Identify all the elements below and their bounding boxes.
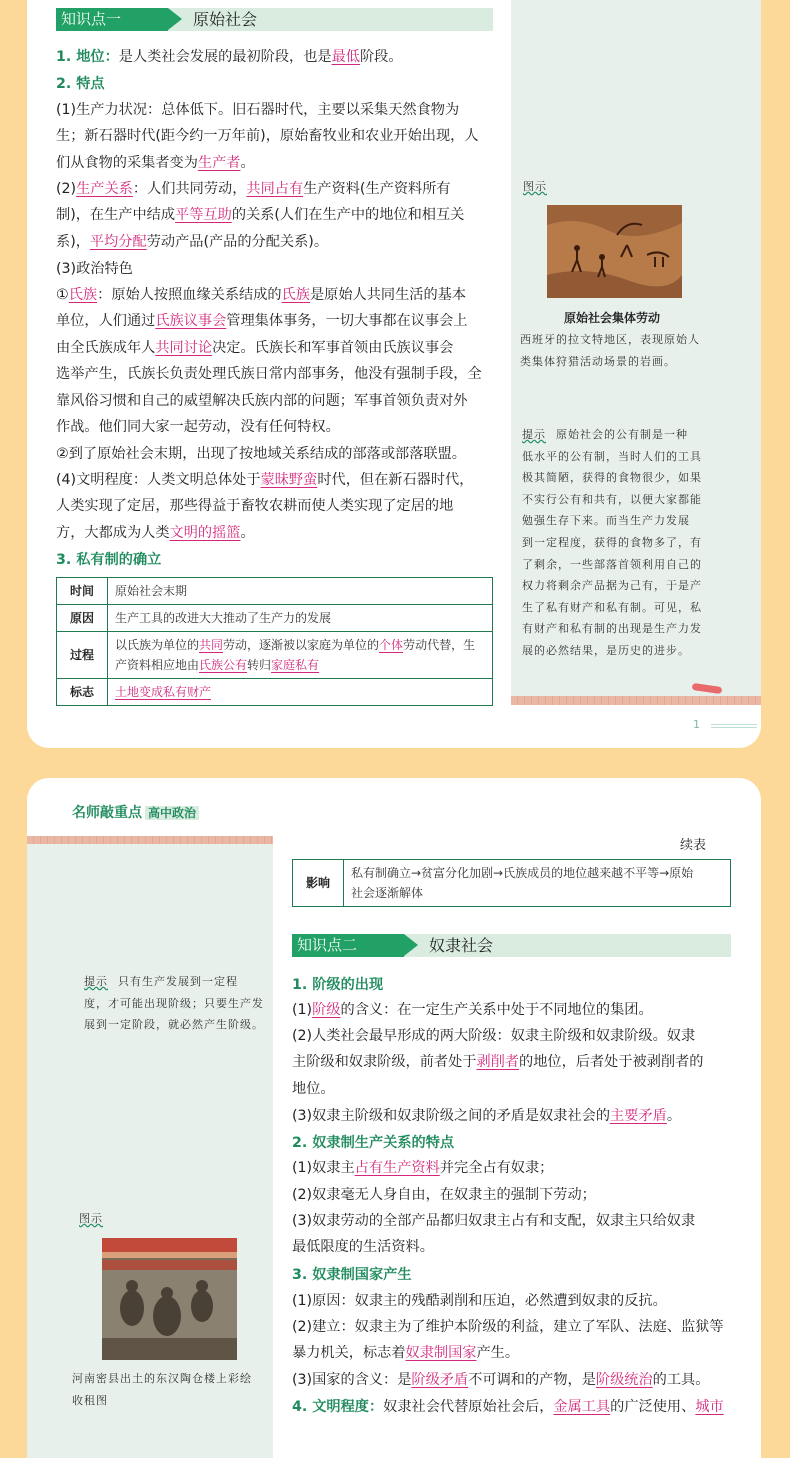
ruler-strip [27, 836, 273, 844]
state-cause: (1)原因：奴隶主的残酷剥削和压迫，必然遭到奴隶的反抗。 [292, 1293, 667, 1309]
mural-image [102, 1238, 237, 1360]
clan-paragraph: ①氏族：原始人按照血缘关系结成的氏族是原始人共同生活的基本 单位，人们通过氏族议事会管理集体事务，一切大事都在议事会上 由全氏族成年人共同讨论决定。氏族长和军事首领由氏族议事会 选举产生，氏族长负责处理氏族日常内部事务，他没有强制手段，全 靠风俗习惯和自己的威望解决氏族内部的问题；军事首领负责对外 作战。他们同大家一起劳动，没有任何特权。 [56, 287, 482, 436]
figure-description: 河南密县出土的东汉陶仓楼上彩绘 收租图 [72, 1372, 252, 1407]
knowledge-point-title: 奴隶社会 [429, 936, 494, 955]
knowledge-point-tag: 知识点一 [56, 8, 168, 31]
tip-note: 提示 只有生产发展到一定程 度，才可能出现阶级；只要生产发 展到一定阶段，就必然产生阶级。 [84, 975, 264, 1032]
tag-arrow [168, 8, 182, 30]
table-row: 过程 以氏族为单位的共同劳动，逐渐被以家庭为单位的个体劳动代替，生 产资料相应地由氏族公有转归家庭私有 [57, 632, 493, 679]
page-two [27, 778, 761, 1458]
figure-label: 图示 [79, 1212, 103, 1225]
tip-label: 提示 [84, 975, 108, 988]
contradiction-line: (3)奴隶主阶级和奴隶阶级之间的矛盾是奴隶社会的主要矛盾。 [292, 1108, 682, 1124]
page-one [27, 0, 761, 748]
table-row: 原因 生产工具的改进大大推动了生产力的发展 [57, 605, 493, 632]
figure-label: 图示 [523, 180, 547, 193]
table-continued-label: 续表 [680, 838, 707, 853]
tip-note: 提示 原始社会的公有制是一种 低水平的公有制，当时人们的工具 极其简陋，获得的食物很少，如果 不实行公有和共有，以便大家都能 勉强生存下来。而当生产力发展 到一定程度，获得的食物多了，有 了剩余，一些部落首领利用自己的 权力将剩余产品据为己有，于是产 生了私有财产和私有制。可见，私 有财产和私有制的出现是生产力发 展的必然结果，是历史的进步。 [522, 428, 702, 657]
state-establishment: (2)建立：奴隶主为了维护本阶级的利益，建立了军队、法庭、监狱等 暴力机关，标志着奴隶制国家产生。 [292, 1319, 724, 1362]
relation-point-1: (1)奴隶主占有生产资料并完全占有奴隶； [292, 1160, 554, 1176]
relations-paragraph: (2)生产关系：人们共同劳动，共同占有生产资料(生产资料所有 制)，在生产中结成平等互助的关系(人们在生产中的地位和相互关 系)，平均分配劳动产品(产品的分配关系)。 [56, 181, 465, 250]
two-classes-paragraph: (2)人类社会最早形成的两大阶级：奴隶主阶级和奴隶阶级。奴隶 主阶级和奴隶阶级，前者处于剥削者的地位，后者处于被剥削者的 地位。 [292, 1028, 704, 1097]
section-title-state: 3. 奴隶制国家产生 [292, 1267, 412, 1283]
section-title-features: 2. 特点 [56, 76, 105, 92]
knowledge-point-tag: 知识点二 [292, 934, 404, 957]
politics-heading: (3)政治特色 [56, 261, 133, 277]
table-row: 时间 原始社会末期 [57, 578, 493, 605]
private-property-table [56, 577, 493, 706]
relation-point-3: (3)奴隶劳动的全部产品都归奴隶主占有和支配，奴隶主只给奴隶 最低限度的生活资料。 [292, 1213, 696, 1256]
knowledge-point-header [292, 934, 731, 957]
tag-arrow [404, 934, 418, 956]
page-number: 1 [693, 718, 700, 731]
brand-header: 名师敲重点 高中政治 [72, 802, 199, 822]
productivity-paragraph: (1)生产力状况：总体低下。旧石器时代，主要以采集天然食物为 生；新石器时代(距今约一万年前)，原始畜牧业和农业开始出现，人 们从食物的采集者变为生产者。 [56, 102, 479, 171]
table-row: 影响 私有制确立→贫富分化加剧→氏族成员的地位越来越不平等→原始 社会逐渐解体 [293, 860, 731, 907]
ruler-strip [511, 696, 761, 705]
section-title-private-property: 3. 私有制的确立 [56, 552, 162, 568]
tip-label: 提示 [522, 428, 546, 441]
sidebar-panel [27, 844, 273, 1458]
status-line: 1. 地位：是人类社会发展的最初阶段，也是最低阶段。 [56, 49, 403, 65]
figure-description: 西班牙的拉文特地区，表现原始人 类集体狩猎活动场景的岩画。 [520, 333, 700, 368]
rock-painting-image [547, 205, 682, 298]
relation-point-2: (2)奴隶毫无人身自由，在奴隶主的强制下劳动； [292, 1187, 596, 1203]
knowledge-point-title: 原始社会 [193, 10, 258, 29]
influence-table [292, 859, 731, 907]
civilization-line: 4. 文明程度：奴隶社会代替原始社会后，金属工具的广泛使用、城市 [292, 1399, 724, 1415]
knowledge-point-header [56, 8, 493, 31]
table-row: 标志 土地变成私有财产 [57, 679, 493, 706]
state-definition: (3)国家的含义：是阶级矛盾不可调和的产物，是阶级统治的工具。 [292, 1372, 710, 1388]
section-title-classes: 1. 阶级的出现 [292, 977, 384, 993]
page-decoration [711, 722, 757, 728]
tribe-paragraph: ②到了原始社会末期，出现了按地域关系结成的部落或部落联盟。 [56, 446, 466, 462]
section-title-relations: 2. 奴隶制生产关系的特点 [292, 1135, 455, 1151]
civilization-paragraph: (4)文明程度：人类文明总体处于蒙昧野蛮时代，但在新石器时代， 人类实现了定居，那些得益于畜牧农耕而使人类实现了定居的地 方，大都成为人类文明的摇篮。 [56, 472, 474, 541]
figure-caption: 原始社会集体劳动 [564, 311, 661, 325]
class-definition: (1)阶级的含义：在一定生产关系中处于不同地位的集团。 [292, 1002, 653, 1018]
